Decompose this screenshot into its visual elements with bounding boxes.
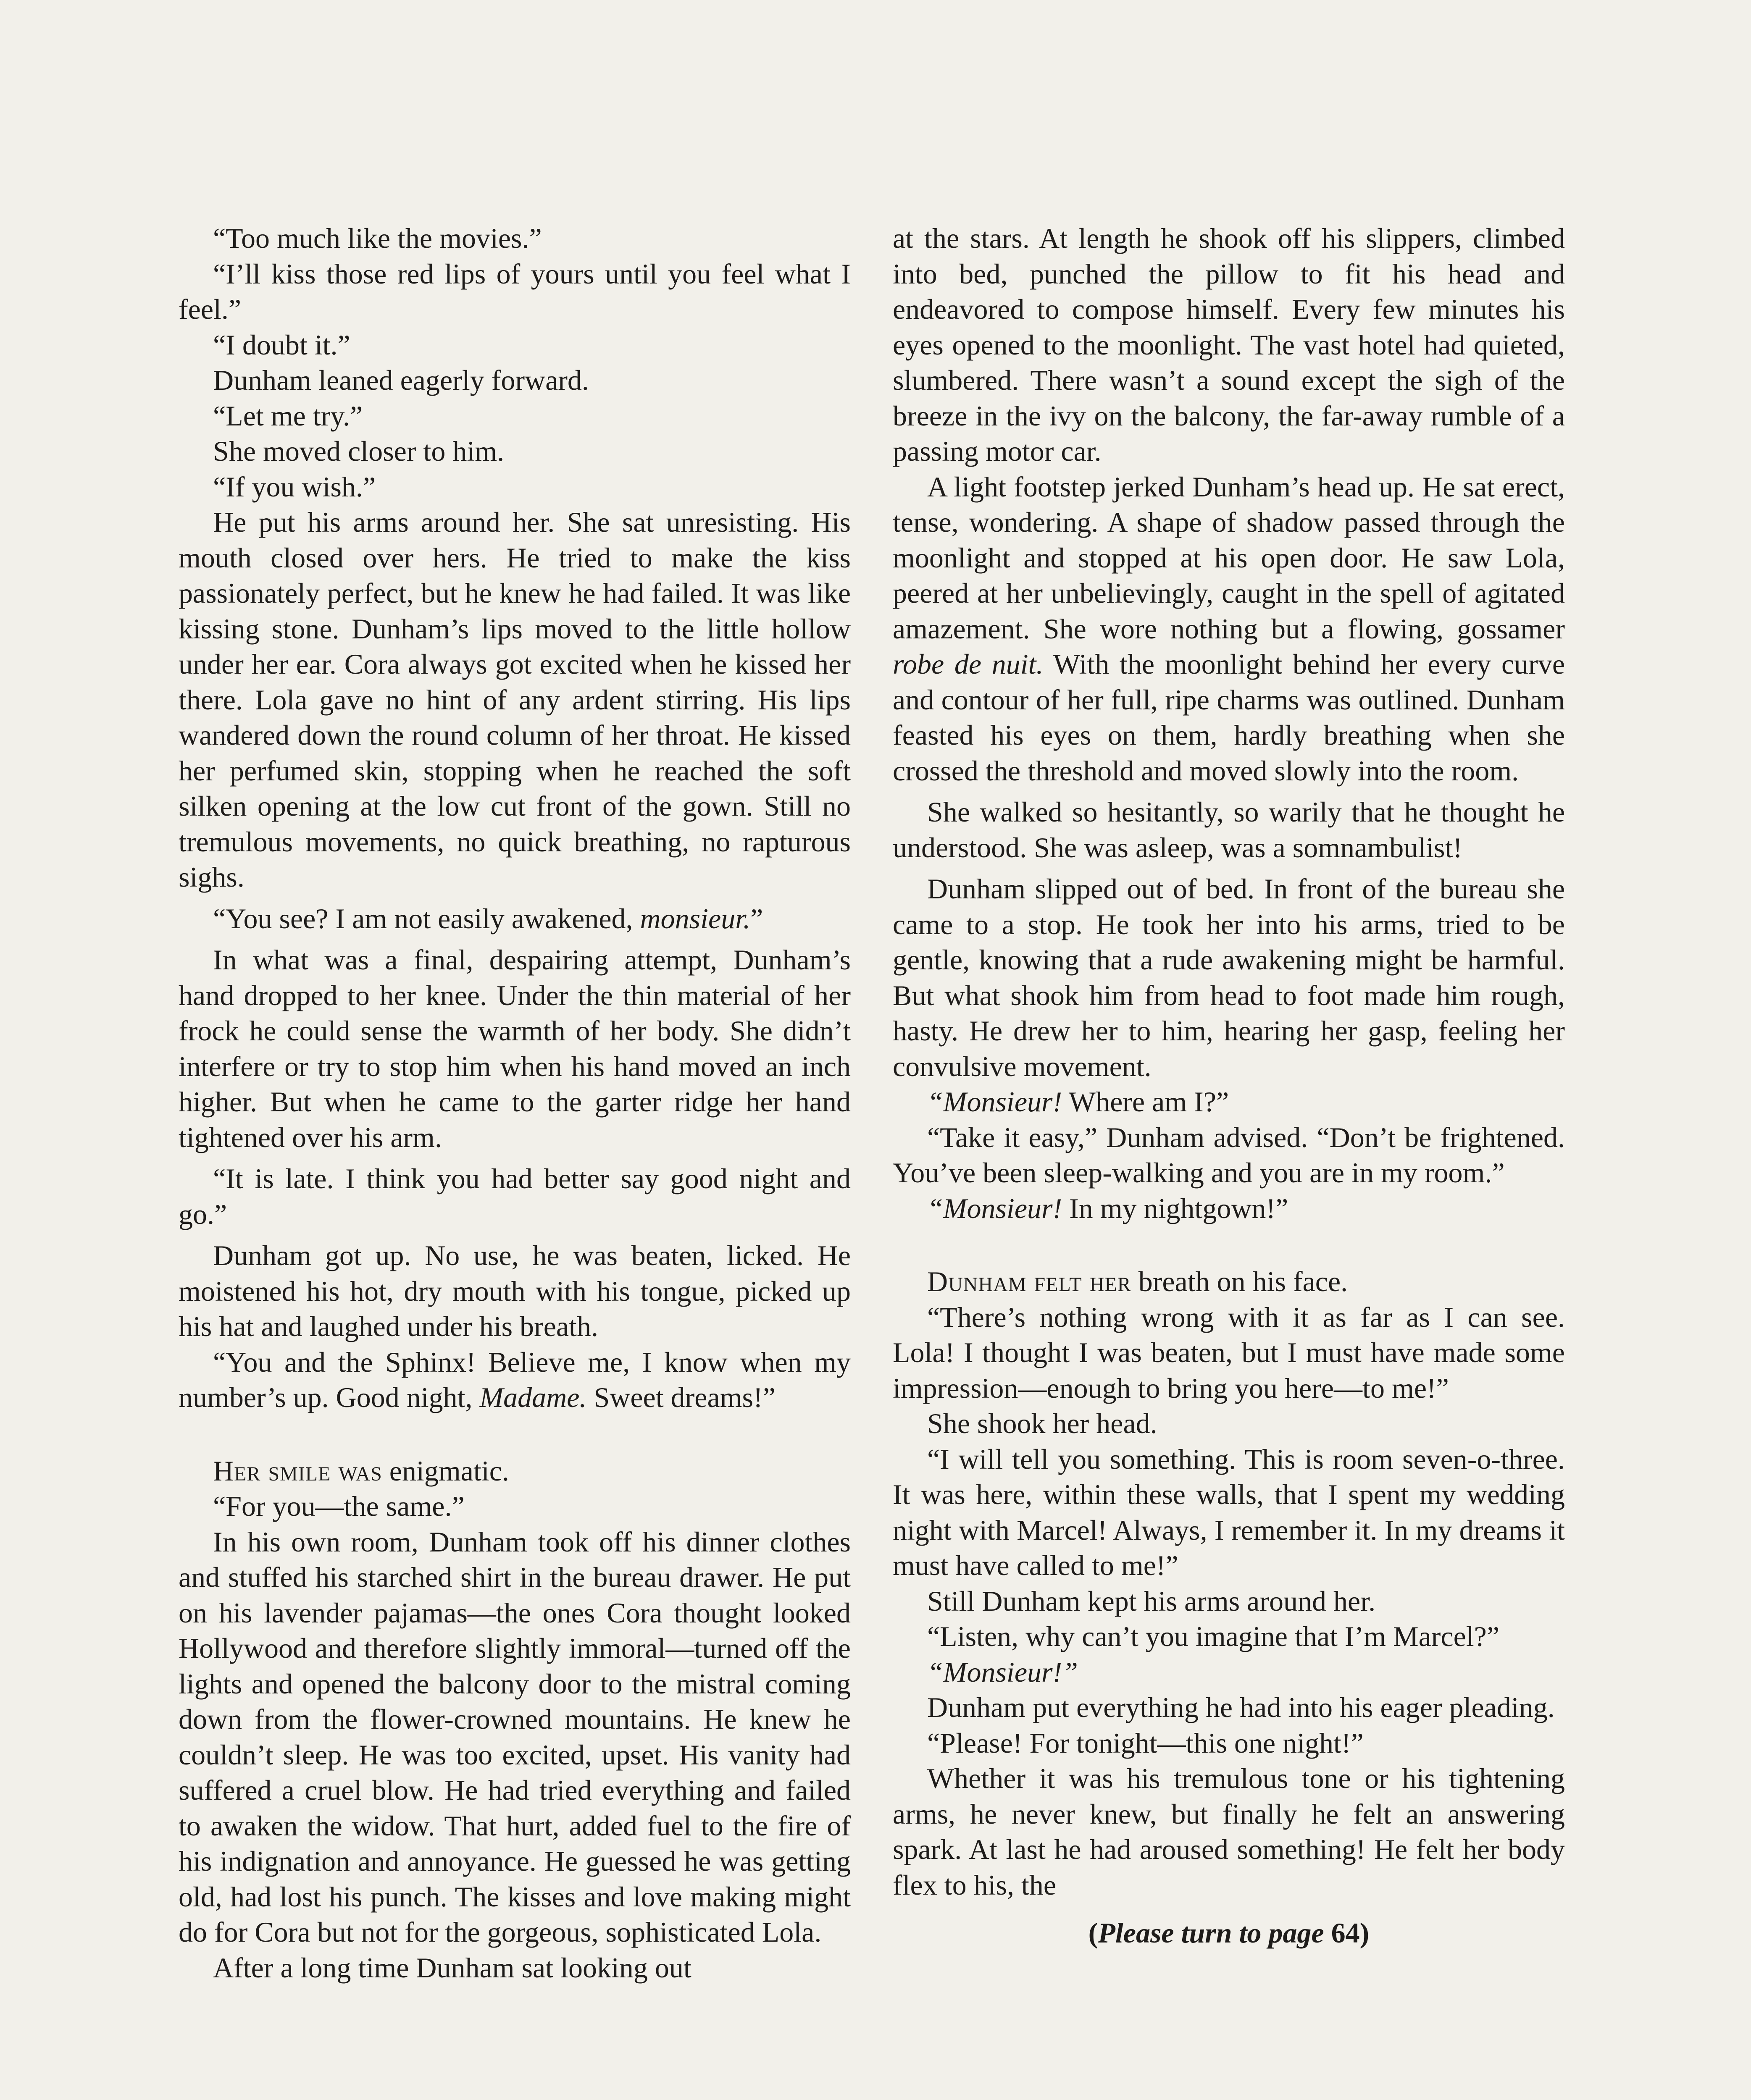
paragraph: “Let me try.” [213,399,363,432]
paragraph [893,1191,1565,1226]
continuation-note [893,1915,1565,1951]
italic-phrase: robe de nuit. [893,648,1044,680]
paragraph-text: In my nightgown!” [1062,1192,1288,1224]
paragraph: In what was a final, despairing attempt, Dunham’s hand dropped to her knee. Under the thin material of her frock he could sense the warmth of her body. She didn’t interfere or try to stop him when his hand moved an inch higher. But when he came to the garter ridge her hand tightened over his arm. [179,944,851,1153]
paragraph: at the stars. At length he shook off his slippers, climbed into bed, punched the pillow to fit his head and endeavored to compose himself. Every few minutes his eyes opened to the moonlight. The vast hotel had quieted, slumbered. There wasn’t a sound except the sigh of the breeze in the ivy on the balcony, the far-away rumble of a passing motor car. [893,222,1565,467]
paragraph [179,901,851,937]
paragraph: “Take it easy,” Dunham advised. “Don’t be frightened. You’ve been sleep-walking and you are in my room.” [893,1121,1565,1189]
paragraph-text: “You and the Sphinx! Believe me, I know when my number’s up. Good night, [179,1346,851,1413]
small-caps-lead: Dunham felt her [927,1265,1131,1297]
paragraph: He put his arms around her. She sat unresisting. His mouth closed over hers. He tried to make the kiss passionately perfect, but he knew he had failed. It was like kissing stone. Dunham’s lips moved to the little hollow under her ear. Cora always got excited when he kissed her there. Lola gave no hint of any ardent stirring. His lips wandered down the round column of her throat. He kissed her perfumed skin, stopping when he reached the soft silken opening at the low cut front of the gown. Still no tremulous movements, no quick breathing, no rapturous sighs. [179,506,851,893]
section-opening [893,1264,1565,1299]
paragraph: “Too much like the movies.” [213,222,542,254]
paragraph: “For you—the same.” [213,1490,465,1522]
small-caps-lead: Her smile was [213,1454,382,1487]
paragraph [893,1084,1565,1120]
paragraph: She walked so hesitantly, so warily that he thought he understood. She was asleep, was a somnambulist! [893,796,1565,864]
continuation-paren: ( [1088,1917,1098,1949]
paragraph-text: ” [750,902,763,934]
paragraph: In his own room, Dunham took off his dinner clothes and stuffed his starched shirt in the bureau drawer. He put on his lavender pajamas—the ones Cora thought looked Hollywood and therefore slightly immoral—turned off the lights and opened the balcony door to the mistral coming down from the flower-crowned mountains. He knew he couldn’t sleep. He was too excited, upset. His vanity had suffered a cruel blow. He had tried everything and failed to awaken the widow. That hurt, added fuel to the fire of his indignation and annoyance. He guessed he was getting old, had lost his punch. The kisses and love making might do for Cora but not for the gorgeous, sophisticated Lola. [179,1525,851,1948]
paragraph: “There’s nothing wrong with it as far as I can see. Lola! I thought I was beaten, but I must have made some impression—enough to bring you here—to me!” [893,1301,1565,1404]
paragraph-text: “You see? I am not easily awakened, [213,902,640,934]
paragraph: Still Dunham kept his arms around her. [927,1585,1376,1617]
paragraph: “If you wish.” [213,470,376,503]
paragraph: Dunham leaned eagerly forward. [213,364,589,396]
paragraph: She shook her head. [927,1407,1157,1439]
left-text-column [179,220,851,1985]
paragraph: “Please! For tonight—this one night!” [927,1727,1364,1759]
continuation-text: Please turn to page [1098,1917,1324,1949]
paragraph: “I doubt it.” [213,328,350,361]
paragraph: Whether it was his tremulous tone or his tightening arms, he never knew, but finally he felt an answering spark. At last he had aroused something! He felt her body flex to his, the [893,1762,1565,1901]
paragraph-text: Sweet dreams!” [586,1381,776,1413]
italic-word: “Monsieur!” [927,1656,1078,1688]
paragraph: She moved closer to him. [213,435,505,467]
paragraph-text: breath on his face. [1131,1265,1348,1297]
paragraph: “It is late. I think you had better say good night and go.” [179,1163,851,1230]
paragraph [893,469,1565,789]
paragraph-text: enigmatic. [382,1454,509,1487]
paragraph: Dunham slipped out of bed. In front of the bureau she came to a stop. He took her into his arms, tried to be gentle, knowing that a rude awakening might be harmful. But what shook him from head to foot made him rough, hasty. He drew her to him, hearing her gasp, feeling her convulsive movement. [893,873,1565,1082]
paragraph [179,1344,851,1415]
paragraph: “I’ll kiss those red lips of yours until you feel what I feel.” [179,257,851,325]
paragraph-text: A light footstep jerked Dunham’s head up. He sat erect, tense, wondering. A shape of shadow passed through the moonlight and stopped at his open door. He saw Lola, peered at her unbelievingly, caught in the spell of agitated amazement. She wore nothing but a flowing, gossamer [893,470,1565,645]
right-text-column [893,220,1565,1951]
italic-word: “Monsieur! [927,1192,1062,1224]
italic-word: “Monsieur! [927,1086,1062,1118]
paragraph [893,1654,1565,1690]
paragraph: “Listen, why can’t you imagine that I’m Marcel?” [927,1620,1500,1652]
paragraph: “I will tell you something. This is room seven-o-three. It was here, within these walls, that I spent my wedding night with Marcel! Always, I remember it. In my dreams it must have called to me!” [893,1443,1565,1581]
paragraph: Dunham got up. No use, he was beaten, licked. He moistened his hot, dry mouth with his tongue, picked up his hat and laughed under his breath. [179,1239,851,1342]
section-opening [179,1453,851,1489]
italic-word: monsieur. [640,902,751,934]
paragraph-text: With the moonlight behind her every curve and contour of her full, ripe charms was outlined. Dunham feasted his eyes on them, hardly breathing when she crossed the threshold and moved slowly into the room. [893,648,1565,787]
paragraph: Dunham put everything he had into his eager pleading. [927,1691,1555,1723]
italic-word: Madame. [479,1381,587,1413]
continuation-page: 64) [1324,1917,1370,1949]
paragraph-text: Where am I?” [1062,1086,1229,1118]
paragraph: After a long time Dunham sat looking out [213,1951,691,1984]
